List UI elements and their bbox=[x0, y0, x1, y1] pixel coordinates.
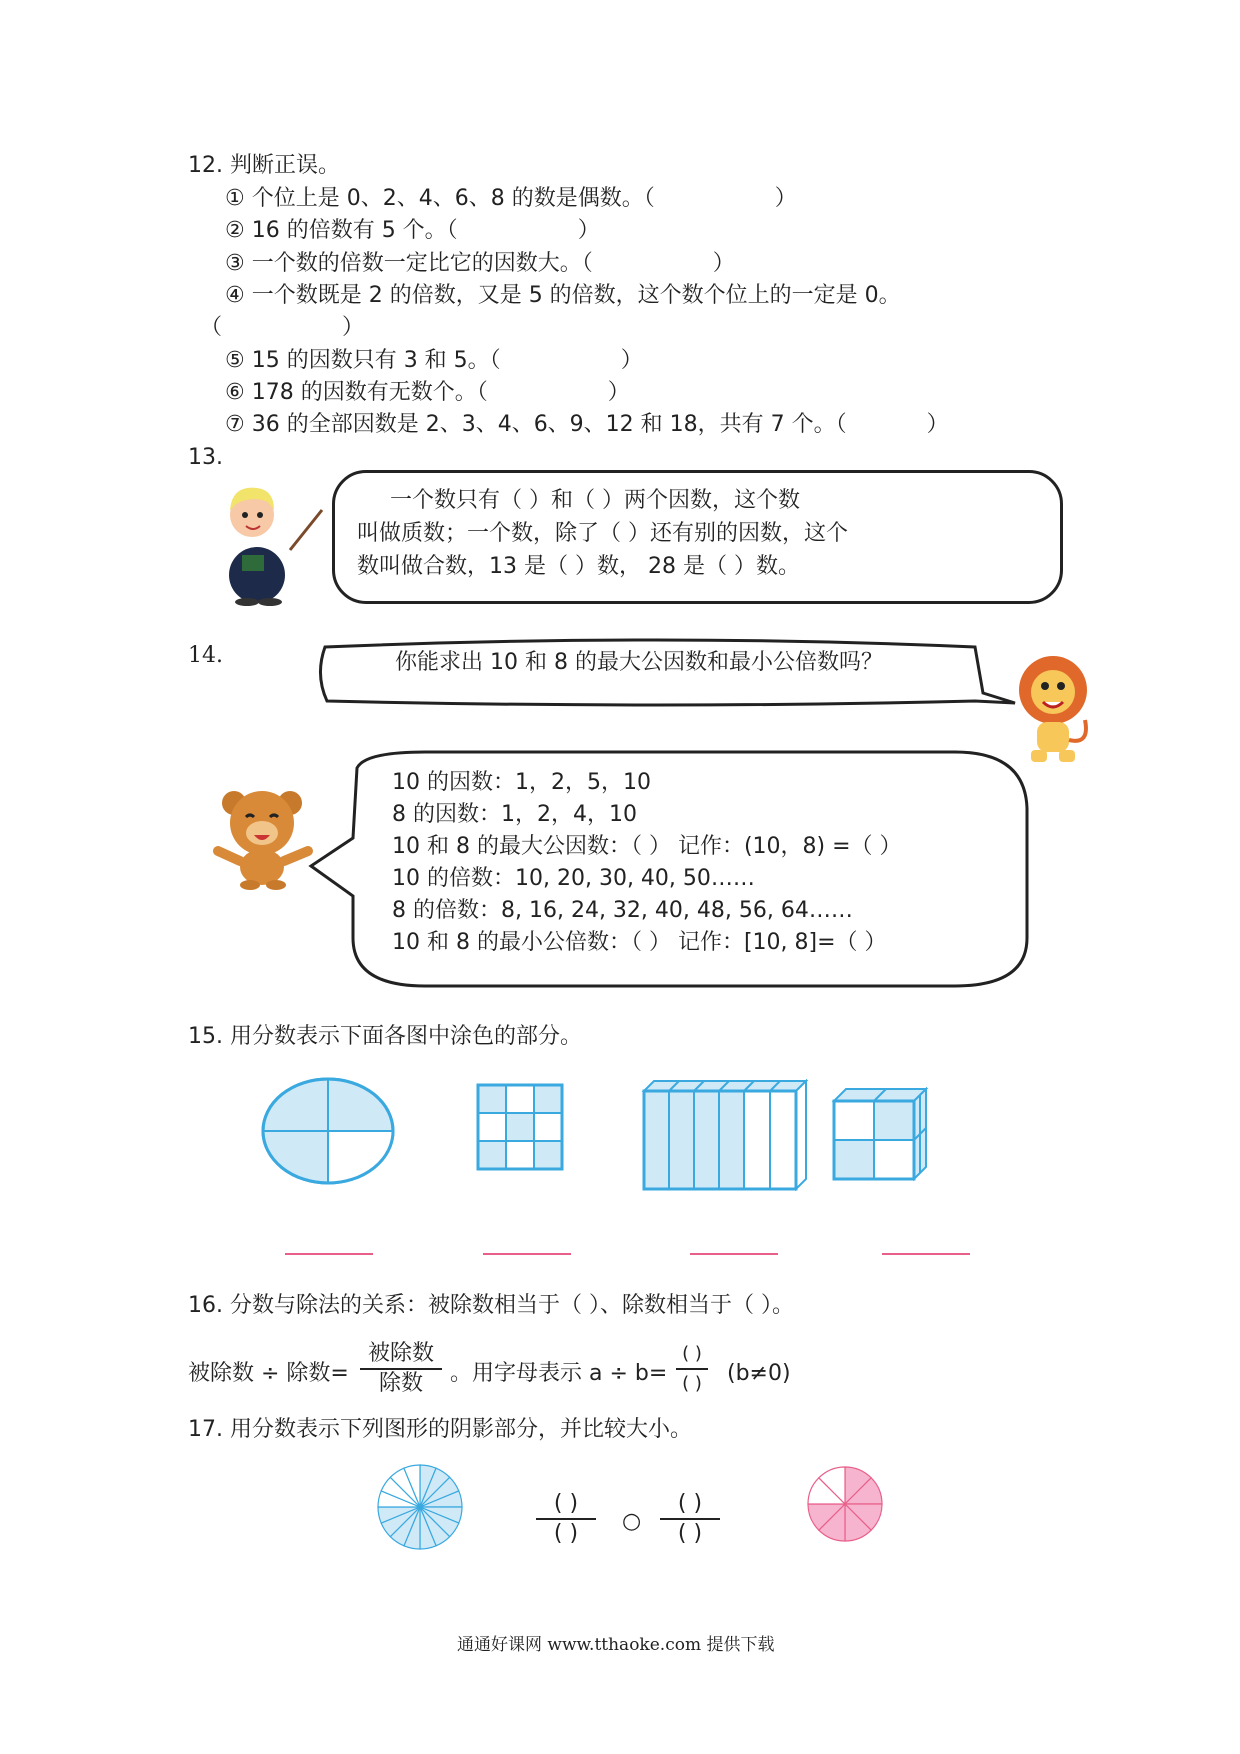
q17-left-denominator[interactable]: ( ) bbox=[553, 1521, 579, 1546]
q13-line-1: 一个数只有（ ）和（ ）两个因数，这个数 bbox=[390, 488, 800, 513]
q15-cube-figure bbox=[834, 1089, 926, 1179]
bear-illustration bbox=[212, 785, 317, 890]
q14-line-3: 10 和 8 的最大公因数：（ ） 记作：(10，8) =（ ） bbox=[392, 834, 902, 859]
q15-answer-line-1[interactable] bbox=[285, 1253, 373, 1255]
q14-line-4: 10 的倍数：10, 20, 30, 40, 50…… bbox=[392, 866, 755, 891]
q14-line-2: 8 的因数：1，2，4，10 bbox=[392, 802, 637, 827]
q16-line-1: 16. 分数与除法的关系：被除数相当于（ ）、除数相当于（ ）。 bbox=[188, 1293, 794, 1318]
q15-answer-line-4[interactable] bbox=[882, 1253, 970, 1255]
teacher-illustration bbox=[212, 480, 322, 605]
q17-fraction-right bbox=[660, 1490, 720, 1548]
q16-lhs: 被除数 ÷ 除数= bbox=[188, 1361, 349, 1386]
q16-mid: 。用字母表示 a ÷ b= bbox=[450, 1361, 668, 1386]
q12-item-6: ⑥ 178 的因数有无数个。（ ） bbox=[225, 380, 630, 405]
q14-line-5: 8 的倍数：8, 16, 24, 32, 40, 48, 56, 64…… bbox=[392, 898, 853, 923]
q14-question: 你能求出 10 和 8 的最大公因数和最小公倍数吗？ bbox=[395, 650, 883, 675]
footer-text: 通通好课网 www.tthaoke.com 提供下载 bbox=[457, 1635, 775, 1655]
q13-line-2: 叫做质数；一个数，除了（ ）还有别的因数，这个 bbox=[357, 521, 848, 546]
q13-title: 13. bbox=[188, 445, 223, 470]
q12-item-1: ① 个位上是 0、2、4、6、8 的数是偶数。（ ） bbox=[225, 186, 797, 211]
q12-item-4: ④ 一个数既是 2 的倍数，又是 5 的倍数，这个数个位上的一定是 0。 bbox=[225, 283, 901, 308]
q17-right-numerator[interactable]: ( ) bbox=[677, 1491, 703, 1516]
q14-line-6: 10 和 8 的最小公倍数：（ ） 记作：[10, 8]=（ ） bbox=[392, 930, 887, 955]
q12-item-2: ② 16 的倍数有 5 个。（ ） bbox=[225, 218, 600, 243]
q12-title: 12. 判断正误。 bbox=[188, 153, 340, 178]
q17-left-numerator[interactable]: ( ) bbox=[553, 1491, 579, 1516]
q13-line-3: 数叫做合数，13 是（ ）数， 28 是（ ）数。 bbox=[357, 554, 800, 579]
q16-blank-denominator[interactable]: ( ) bbox=[682, 1373, 702, 1394]
q17-fraction-left bbox=[536, 1490, 596, 1548]
q15-grid-figure bbox=[478, 1085, 562, 1169]
q16-condition: (b≠0) bbox=[727, 1361, 791, 1386]
q17-right-circle bbox=[805, 1464, 885, 1544]
q17-right-denominator[interactable]: ( ) bbox=[677, 1521, 703, 1546]
q16-fraction-words bbox=[360, 1340, 442, 1398]
q17-left-circle bbox=[375, 1462, 465, 1552]
q15-answer-line-3[interactable] bbox=[690, 1253, 778, 1255]
q16-fraction-denominator: 除数 bbox=[378, 1371, 423, 1396]
q15-title: 15. 用分数表示下面各图中涂色的部分。 bbox=[188, 1024, 582, 1049]
q12-item-3: ③ 一个数的倍数一定比它的因数大。（ ） bbox=[225, 251, 735, 276]
q15-box-figure bbox=[644, 1081, 806, 1189]
q17-title: 17. 用分数表示下列图形的阴影部分，并比较大小。 bbox=[188, 1417, 692, 1442]
q15-answer-line-2[interactable] bbox=[483, 1253, 571, 1255]
q14-title: 14. bbox=[188, 643, 223, 668]
q12-item-7: ⑦ 36 的全部因数是 2、3、4、6、9、12 和 18，共有 7 个。（ ） bbox=[225, 412, 949, 437]
q14-line-1: 10 的因数：1，2，5，10 bbox=[392, 770, 651, 795]
q12-item-5: ⑤ 15 的因数只有 3 和 5。（ ） bbox=[225, 348, 643, 373]
q17-compare-circle[interactable]: ○ bbox=[622, 1509, 642, 1534]
q16-blank-numerator[interactable]: ( ) bbox=[682, 1343, 702, 1364]
q15-figures bbox=[262, 1075, 962, 1195]
q15-ellipse-figure bbox=[263, 1079, 393, 1183]
q16-fraction-blank bbox=[676, 1340, 708, 1398]
q16-fraction-numerator: 被除数 bbox=[367, 1341, 434, 1366]
q12-item-4-answer: （ ） bbox=[200, 315, 365, 340]
